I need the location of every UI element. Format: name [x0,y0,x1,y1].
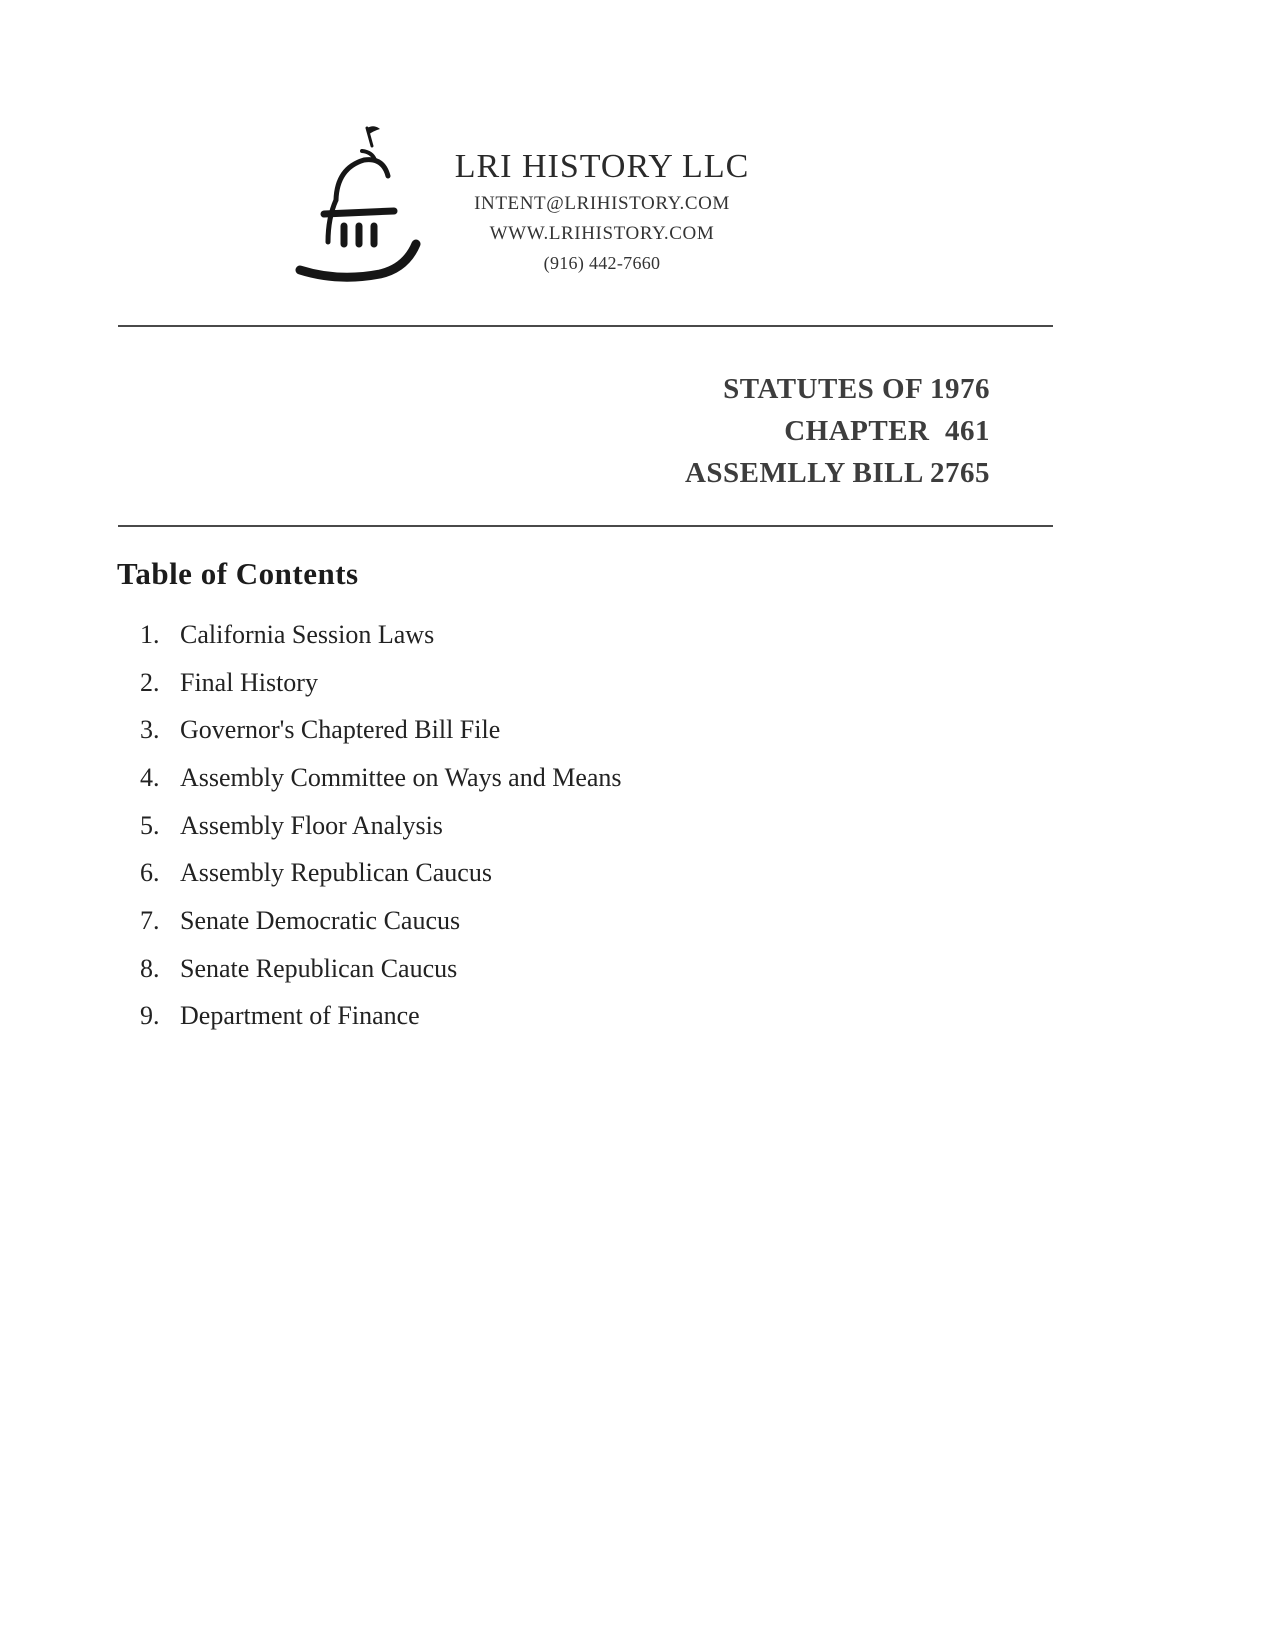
divider-bottom [118,525,1053,527]
toc-item: Department of Finance [180,1001,420,1031]
toc-item: Senate Republican Caucus [180,953,458,983]
assembly-bill-line: ASSEMLLY BILL 2765 [684,457,990,490]
company-email: INTENT@LRIHISTORY.COM [474,193,730,215]
toc-item: Assembly Floor Analysis [180,810,443,840]
toc-item: Final History [180,667,318,697]
toc-item: Assembly Republican Caucus [180,858,492,888]
statutes-title-block [420,368,990,494]
toc-heading: Table of Contents [117,556,359,591]
toc-item: Assembly Committee on Ways and Means [180,763,622,793]
statutes-line: STATUTES OF 1976 [723,373,990,405]
letterhead [421,148,783,274]
toc-item: Governor's Chaptered Bill File [180,715,501,745]
toc-item: Senate Democratic Caucus [180,906,461,936]
company-website: WWW.LRIHISTORY.COM [489,223,715,245]
divider-top [118,325,1053,327]
toc-item: California Session Laws [180,620,435,649]
company-name: LRI HISTORY LLC [454,148,750,185]
toc-list [140,620,622,1049]
chapter-line: CHAPTER 461 [784,415,990,448]
company-phone: (916) 442-7660 [543,253,661,274]
